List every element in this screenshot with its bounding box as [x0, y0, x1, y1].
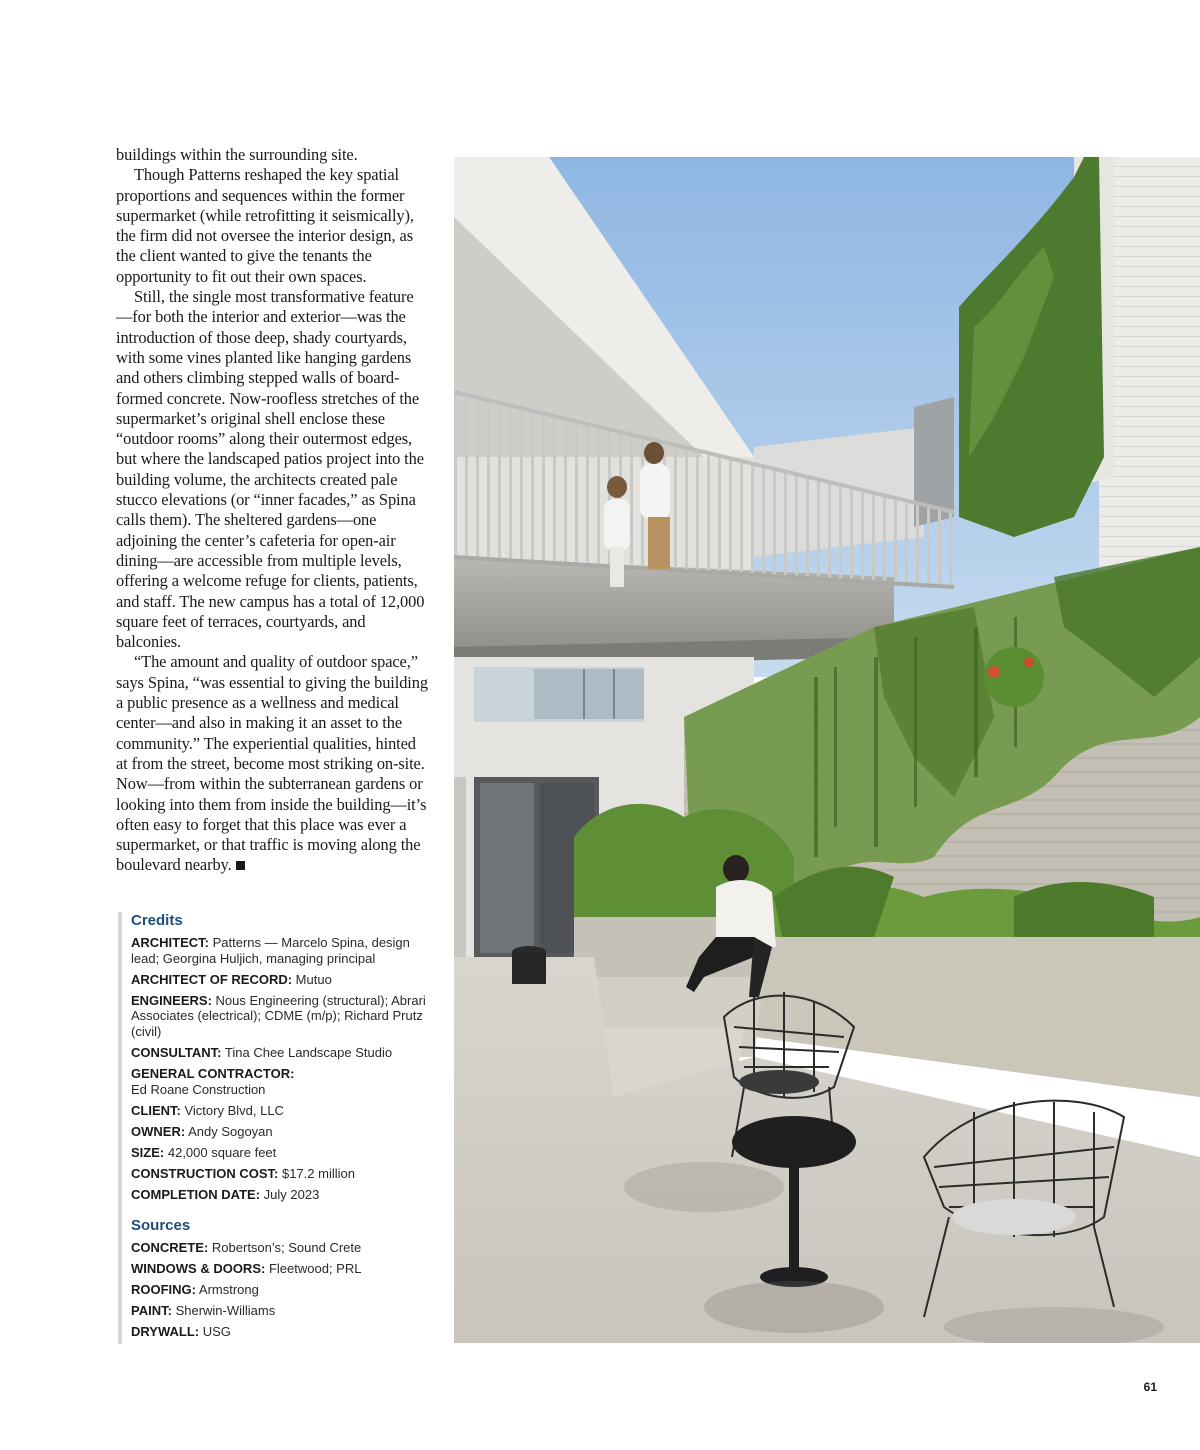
source-label: DRYWALL:: [131, 1324, 200, 1340]
credit-row: [131, 1066, 430, 1097]
source-value: Sherwin-Williams: [175, 1303, 276, 1319]
credit-value: Patterns — Marcelo Spina, design lead; Georgina Huljich, managing principal: [131, 935, 410, 966]
credit-label: ENGINEERS:: [131, 992, 212, 1008]
credit-value: Ed Roane Construction: [131, 1081, 266, 1097]
source-value: USG: [202, 1324, 231, 1340]
source-value: Fleetwood; PRL: [268, 1260, 362, 1276]
credit-label: ARCHITECT:: [131, 935, 209, 950]
credit-value: $17.2 million: [281, 1166, 355, 1182]
article-paragraph: buildings within the surrounding site.: [116, 145, 358, 164]
credit-label: ARCHITECT OF RECORD:: [131, 971, 293, 987]
source-value: Armstrong: [198, 1282, 259, 1297]
credit-row: [131, 1187, 430, 1203]
source-row: [131, 1261, 430, 1277]
credit-row: [131, 1103, 430, 1119]
credit-label: GENERAL CONTRACTOR:: [131, 1066, 295, 1082]
credits-sidebar: [118, 912, 430, 1344]
courtyard-illustration: [454, 157, 1200, 1343]
credit-label: CONSTRUCTION COST:: [131, 1166, 279, 1182]
credit-value: Mutuo: [295, 971, 332, 987]
credit-label: CONSULTANT:: [131, 1045, 222, 1061]
source-value: Robertson’s; Sound Crete: [211, 1239, 362, 1255]
article-paragraph-text: “The amount and quality of outdoor space,” says Spina, “was essential to giving the building a public presence as a wellness and medical center—and also in making it an asset to the community.” The experiential qualities, hinted at from the street, become most striking on-site. Now—from within the subterranean gardens or looking into them from inside the building—it’s often easy to forget that this place was ever a supermarket, or that traffic is moving along the boulevard nearby.: [116, 652, 428, 875]
credit-row: [131, 972, 430, 988]
credit-value: July 2023: [263, 1187, 320, 1203]
credit-row: [131, 1166, 430, 1182]
credits-heading: Credits: [131, 912, 183, 929]
source-label: ROOFING:: [131, 1282, 196, 1297]
source-label: PAINT:: [131, 1303, 172, 1319]
credit-label: OWNER:: [131, 1123, 186, 1139]
source-label: WINDOWS & DOORS:: [131, 1260, 266, 1276]
article-body: [116, 145, 428, 876]
end-of-article-mark: [236, 861, 245, 870]
credit-label: CLIENT:: [131, 1102, 181, 1118]
chair-cushion: [952, 1199, 1076, 1235]
source-row: [131, 1324, 430, 1340]
source-row: [131, 1282, 430, 1298]
sources-list: [131, 1240, 430, 1340]
chair-cushion: [739, 1070, 819, 1094]
credit-value: Nous Engineering (structural); Abrari Associates (electrical); CDME (m/p); Richard Prutz (civil): [131, 992, 426, 1039]
source-row: [131, 1303, 430, 1319]
credit-row: [131, 1124, 430, 1140]
credit-row: [131, 935, 430, 966]
credit-label: COMPLETION DATE:: [131, 1187, 261, 1203]
credit-row: [131, 993, 430, 1040]
credit-row: [131, 1145, 430, 1161]
credit-value: Andy Sogoyan: [188, 1123, 273, 1139]
article-paragraph: Though Patterns reshaped the key spatial proportions and sequences within the former supermarket (while retrofitting it seismically), the firm did not oversee the interior design, as the client wanted to give the tenants the opportunity to fit out their own spaces.: [116, 165, 414, 286]
credit-value: 42,000 square feet: [167, 1145, 277, 1161]
article-paragraph: Still, the single most transformative feature—for both the interior and exterior—was the introduction of those deep, shady courtyards, with some vines planted like hanging gardens and others climbing stepped walls of board-formed concrete. Now-roofless stretches of the supermarket’s original shell enclose these “outdoor rooms” along their outermost edges, but where the landscaped patios project into the building volume, the architects created pale stucco elevations (or “inner facades,” as Spina calls them). The sheltered gardens—one adjoining the center’s cafeteria for open-air dining—are accessible from multiple levels, offering a welcome refuge for clients, patients, and staff. The new campus has a total of 12,000 square feet of terraces, courtyards, and balconies.: [116, 287, 425, 652]
sources-heading: Sources: [131, 1216, 191, 1234]
credit-value: Tina Chee Landscape Studio: [224, 1045, 393, 1061]
article-paragraph: [116, 652, 428, 875]
source-label: CONCRETE:: [131, 1239, 209, 1255]
credit-value: Victory Blvd, LLC: [184, 1102, 284, 1118]
credit-label: SIZE:: [131, 1145, 165, 1161]
stool: [512, 952, 546, 984]
source-row: [131, 1240, 430, 1256]
courtyard-photo: [454, 157, 1200, 1343]
credits-list: [131, 935, 430, 1203]
credit-row: [131, 1045, 430, 1061]
page-number: 61: [1143, 1380, 1157, 1394]
